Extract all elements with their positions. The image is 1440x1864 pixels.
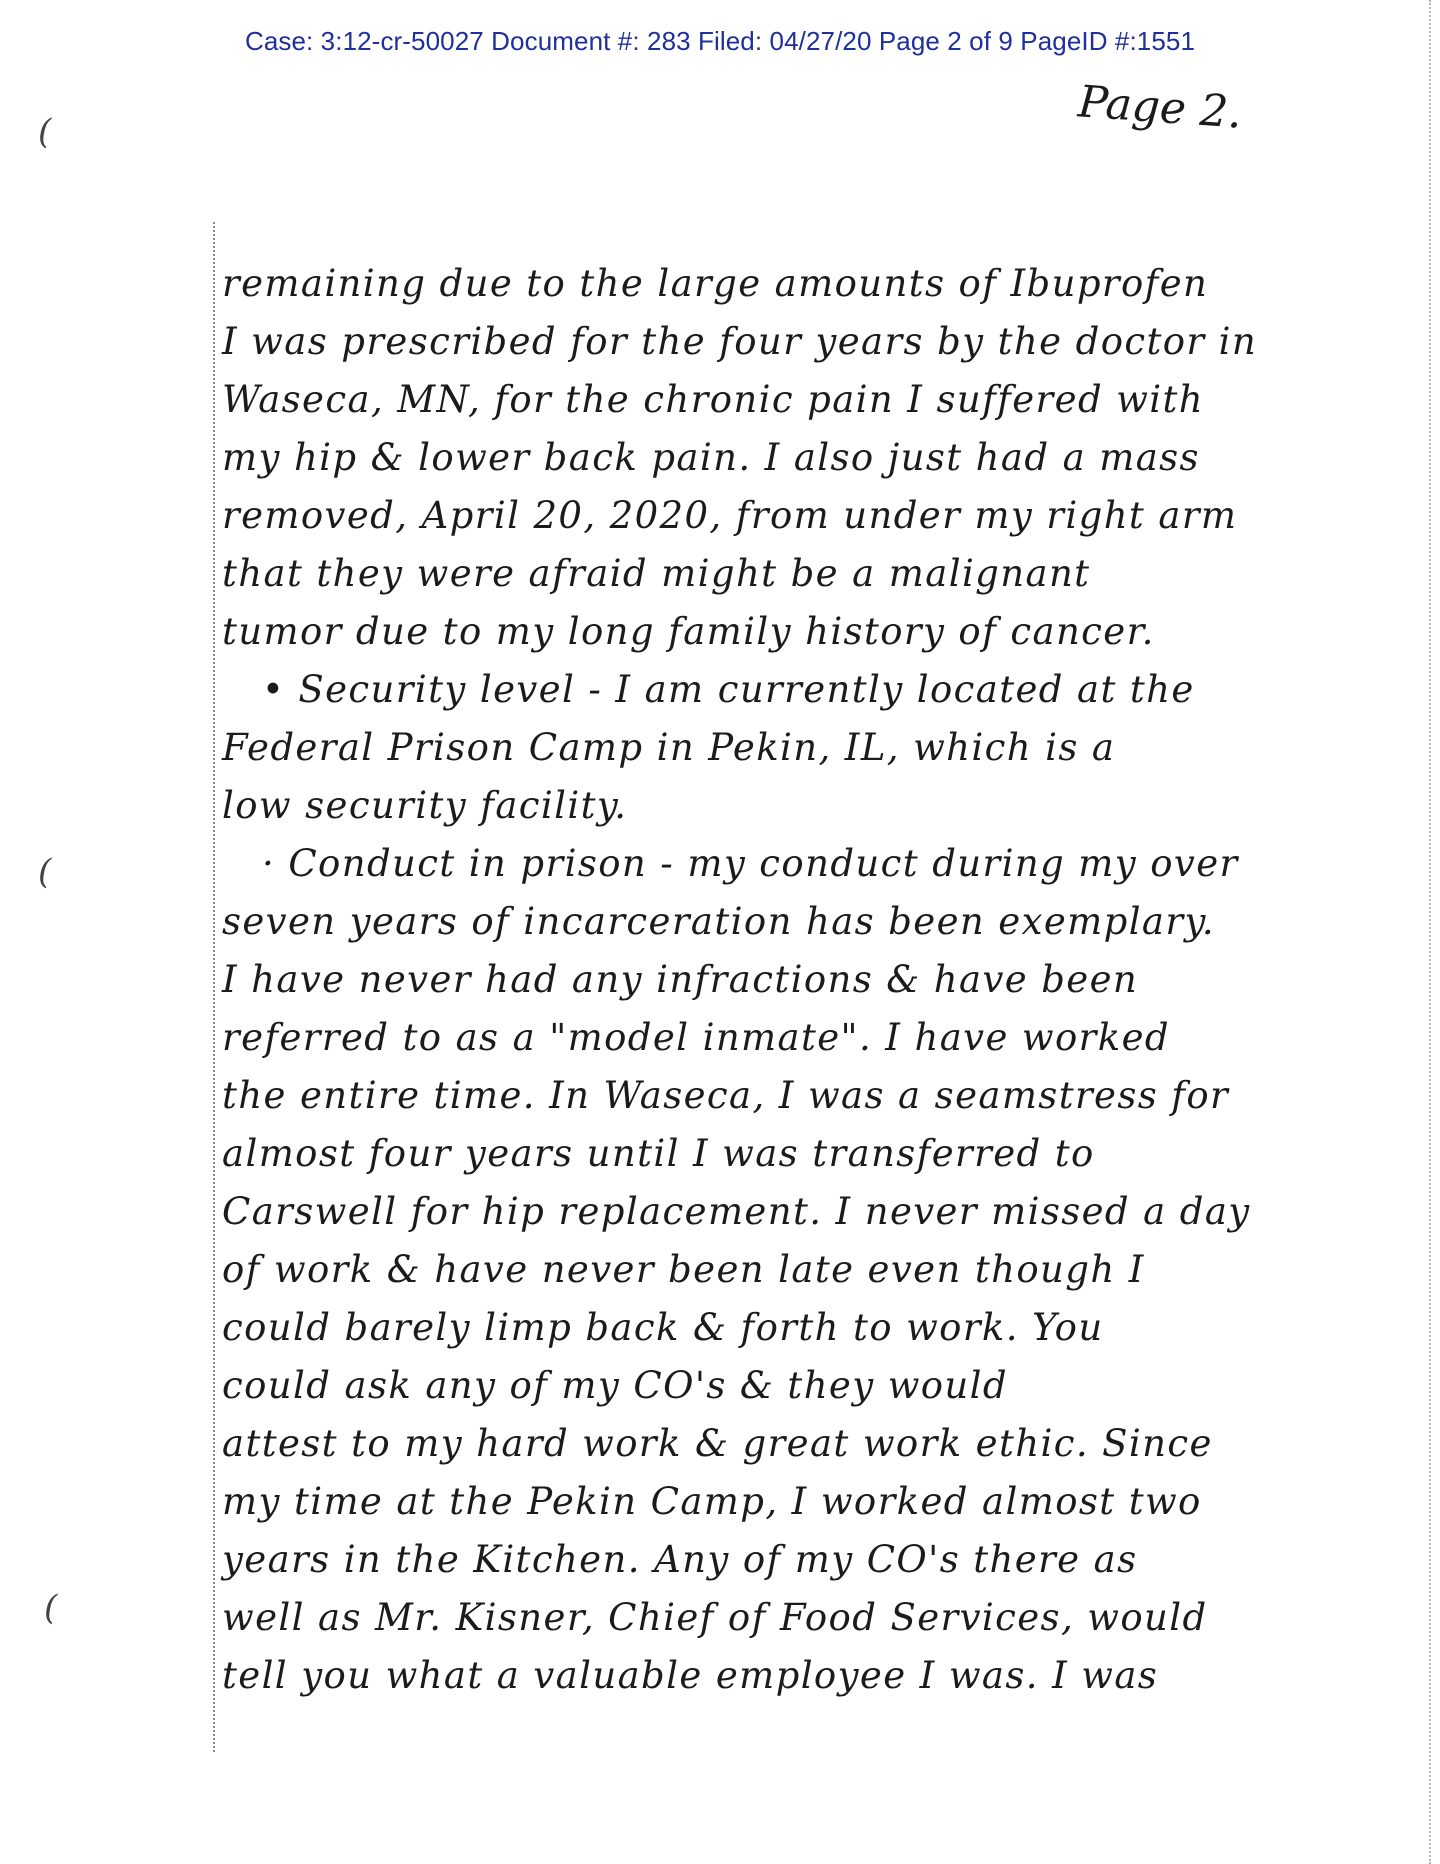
letter-line: that they were afraid might be a malignant <box>222 552 1091 595</box>
letter-line: could barely limp back & forth to work. You <box>222 1306 1104 1349</box>
page-edge <box>1429 0 1431 1864</box>
punch-hole-mark: ( <box>44 1588 58 1628</box>
letter-line: Federal Prison Camp in Pekin, IL, which is a <box>222 726 1116 769</box>
letter-line: tumor due to my long family history of cancer. <box>222 610 1155 653</box>
letter-line: • Security level - I am currently located at the <box>262 668 1195 711</box>
letter-line: Waseca, MN, for the chronic pain I suffered with <box>222 378 1204 421</box>
letter-line: could ask any of my CO's & they would <box>222 1364 1008 1407</box>
letter-line: removed, April 20, 2020, from under my right arm <box>222 494 1238 537</box>
letter-line: attest to my hard work & great work ethic. Since <box>222 1422 1213 1465</box>
letter-line: low security facility. <box>222 784 628 827</box>
letter-line: referred to as a "model inmate". I have worked <box>222 1016 1170 1059</box>
letter-line: almost four years until I was transferred to <box>222 1132 1095 1175</box>
letter-line: I was prescribed for the four years by the doctor in <box>222 320 1258 363</box>
case-header: Case: 3:12-cr-50027 Document #: 283 Filed: 04/27/20 Page 2 of 9 PageID #:1551 <box>244 26 1196 56</box>
letter-line: I have never had any infractions & have been <box>222 958 1139 1001</box>
letter-line: remaining due to the large amounts of Ibuprofen <box>222 262 1209 305</box>
letter-line: well as Mr. Kisner, Chief of Food Services, would <box>222 1596 1208 1639</box>
letter-line: the entire time. In Waseca, I was a seamstress for <box>222 1074 1230 1117</box>
punch-hole-mark: ( <box>38 112 52 152</box>
page-number-label: Page 2. <box>1076 76 1244 139</box>
punch-hole-mark: ( <box>38 852 52 892</box>
letter-line: my time at the Pekin Camp, I worked almost two <box>222 1480 1202 1523</box>
letter-line: tell you what a valuable employee I was. I was <box>222 1654 1159 1697</box>
letter-line: my hip & lower back pain. I also just had a mass <box>222 436 1200 479</box>
letter-line: of work & have never been late even though I <box>222 1248 1145 1291</box>
letter-line: Carswell for hip replacement. I never missed a day <box>222 1190 1251 1233</box>
margin-line <box>213 222 215 1752</box>
letter-line: · Conduct in prison - my conduct during my over <box>262 842 1239 885</box>
letter-line: years in the Kitchen. Any of my CO's there as <box>222 1538 1138 1581</box>
letter-line: seven years of incarceration has been exemplary. <box>222 900 1216 943</box>
